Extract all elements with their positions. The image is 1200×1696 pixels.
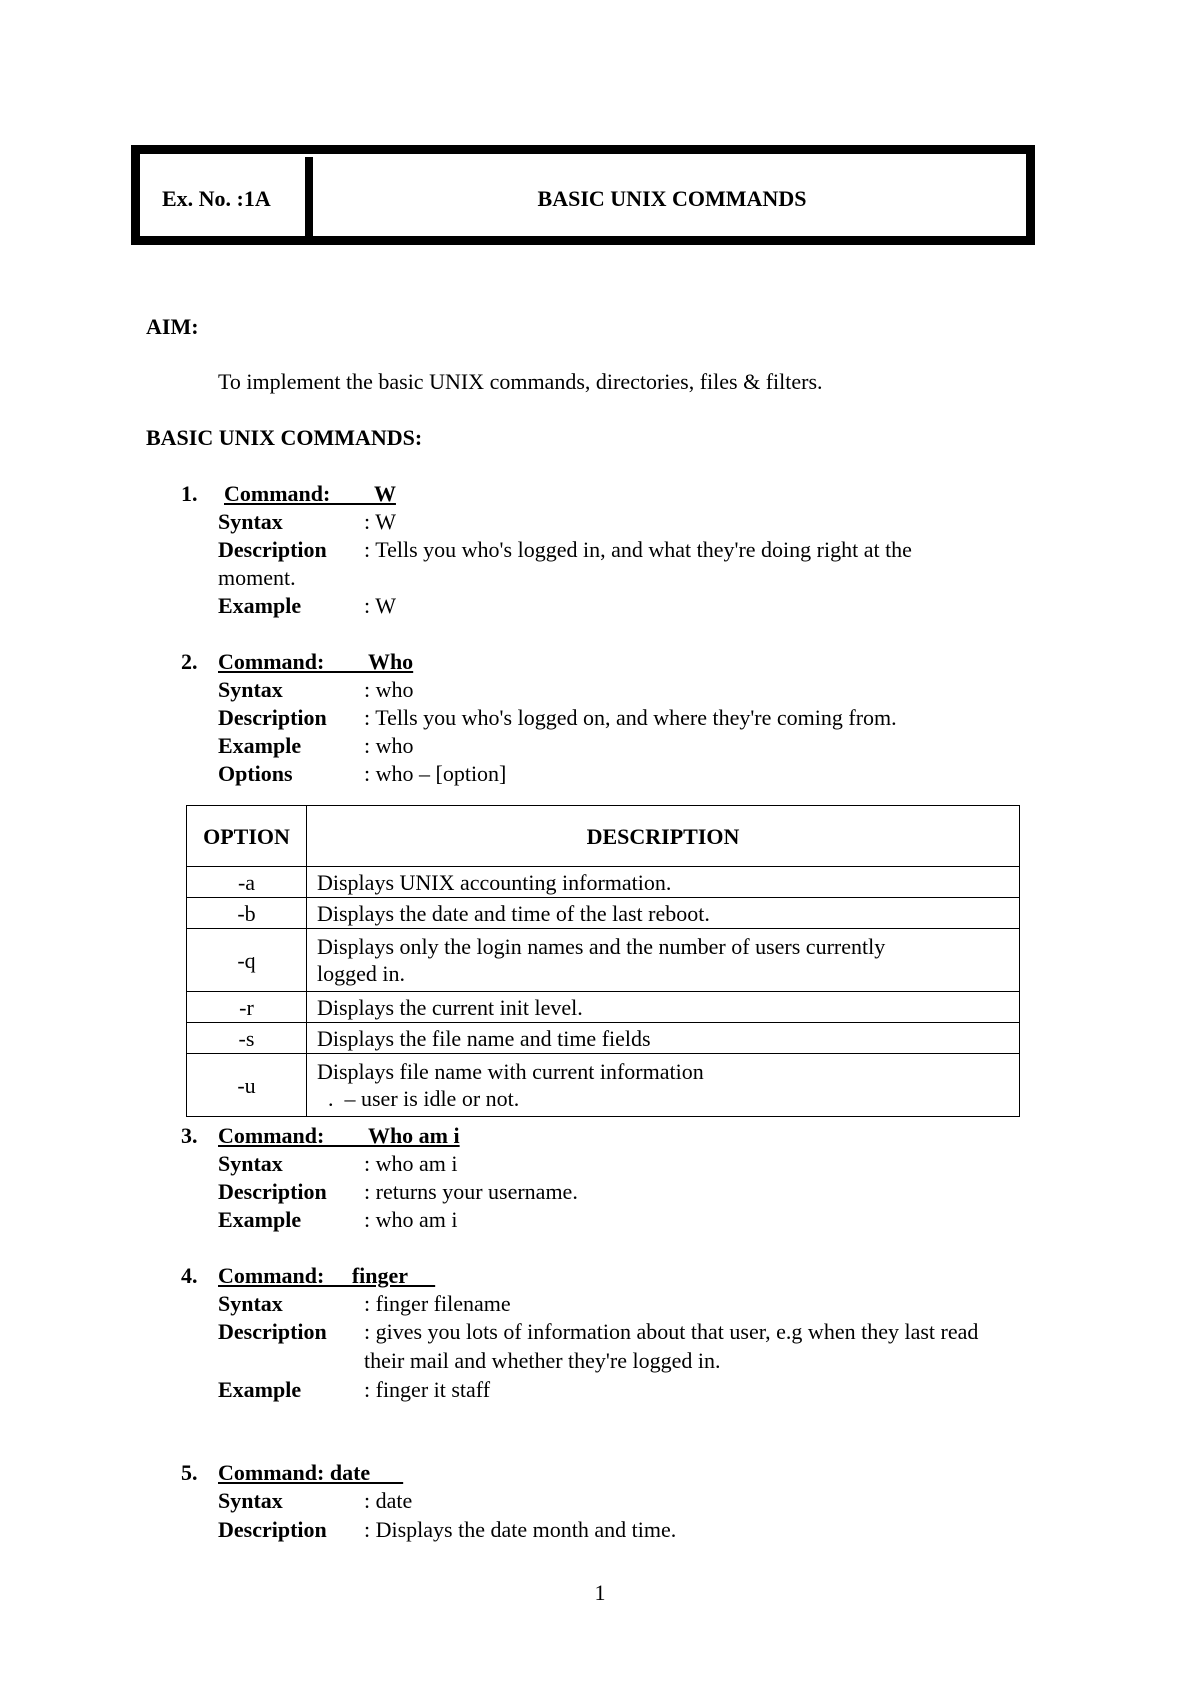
table-row [187,992,1020,1023]
exercise-number: Ex. No. :1A [162,186,271,211]
option-table [186,805,1020,1117]
page-title: BASIC UNIX COMMANDS [537,186,807,211]
option-cell: -r [187,992,307,1023]
option-cell: -u [187,1054,307,1117]
option-cell: -b [187,898,307,929]
command-number: 4. [181,1263,198,1288]
command-title: Command: Who am i [218,1123,460,1148]
description-cell [307,929,1020,992]
example-value: : W [364,593,396,618]
command-title: Command: date [218,1460,404,1485]
aim-heading: AIM: [146,314,199,339]
description-cell: Displays the file name and time fields [307,1023,1020,1054]
option-cell: -a [187,867,307,898]
table-row [187,1023,1020,1054]
description-label: Description [218,705,327,730]
example-value: : finger it staff [364,1377,491,1402]
table-row [187,929,1020,992]
command-number: 2. [181,649,198,674]
example-label: Example [218,593,302,618]
table-row [187,1054,1020,1117]
description-value: : returns your username. [364,1179,578,1204]
syntax-label: Syntax [218,677,283,702]
command-number: 3. [181,1123,198,1148]
command-number: 5. [181,1460,198,1485]
description-cell: Displays the current init level. [307,992,1020,1023]
option-cell: -s [187,1023,307,1054]
syntax-value: : who am i [364,1151,458,1176]
example-label: Example [218,1377,302,1402]
option-cell: -q [187,929,307,992]
description-line: logged in. [317,961,405,986]
description-value: : Tells you who's logged in, and what they're doing right at the [364,537,912,562]
table-header-row [187,806,1020,867]
description-line: Displays file name with current information [317,1059,704,1084]
description-label: Description [218,537,327,562]
description-line: . – user is idle or not. [317,1086,520,1111]
description-line: Displays only the login names and the number of users currently [317,934,886,959]
syntax-value: : finger filename [364,1291,511,1316]
example-label: Example [218,733,302,758]
syntax-label: Syntax [218,1291,283,1316]
example-label: Example [218,1207,302,1232]
aim-text: To implement the basic UNIX commands, directories, files & filters. [218,369,823,394]
command-title: Command: Who [218,649,414,674]
description-label: Description [218,1517,327,1542]
description-value: : Displays the date month and time. [364,1517,677,1542]
syntax-value: : date [364,1488,413,1513]
description-label: Description [218,1319,327,1344]
table-row [187,867,1020,898]
syntax-value: : who [364,677,414,702]
description-cell: Displays UNIX accounting information. [307,867,1020,898]
description-cell: Displays the date and time of the last reboot. [307,898,1020,929]
syntax-value: : W [364,509,396,534]
table-row [187,898,1020,929]
options-label: Options [218,761,293,786]
section-heading: BASIC UNIX COMMANDS: [146,425,423,450]
options-value: : who – [option] [364,761,507,786]
command-title: Command: W [224,481,396,506]
description-cell [307,1054,1020,1117]
syntax-label: Syntax [218,509,283,534]
description-continued: moment. [218,565,296,590]
description-label: Description [218,1179,327,1204]
syntax-label: Syntax [218,1151,283,1176]
description-continued: their mail and whether they're logged in. [364,1348,721,1373]
table-header-description: DESCRIPTION [307,806,1020,867]
example-value: : who [364,733,414,758]
example-value: : who am i [364,1207,458,1232]
table-header-option: OPTION [187,806,307,867]
page-number: 1 [594,1580,606,1605]
command-title: Command: finger [218,1263,436,1288]
syntax-label: Syntax [218,1488,283,1513]
description-value: : Tells you who's logged on, and where they're coming from. [364,705,897,730]
command-number: 1. [181,481,198,506]
description-value: : gives you lots of information about that user, e.g when they last read [364,1319,979,1344]
